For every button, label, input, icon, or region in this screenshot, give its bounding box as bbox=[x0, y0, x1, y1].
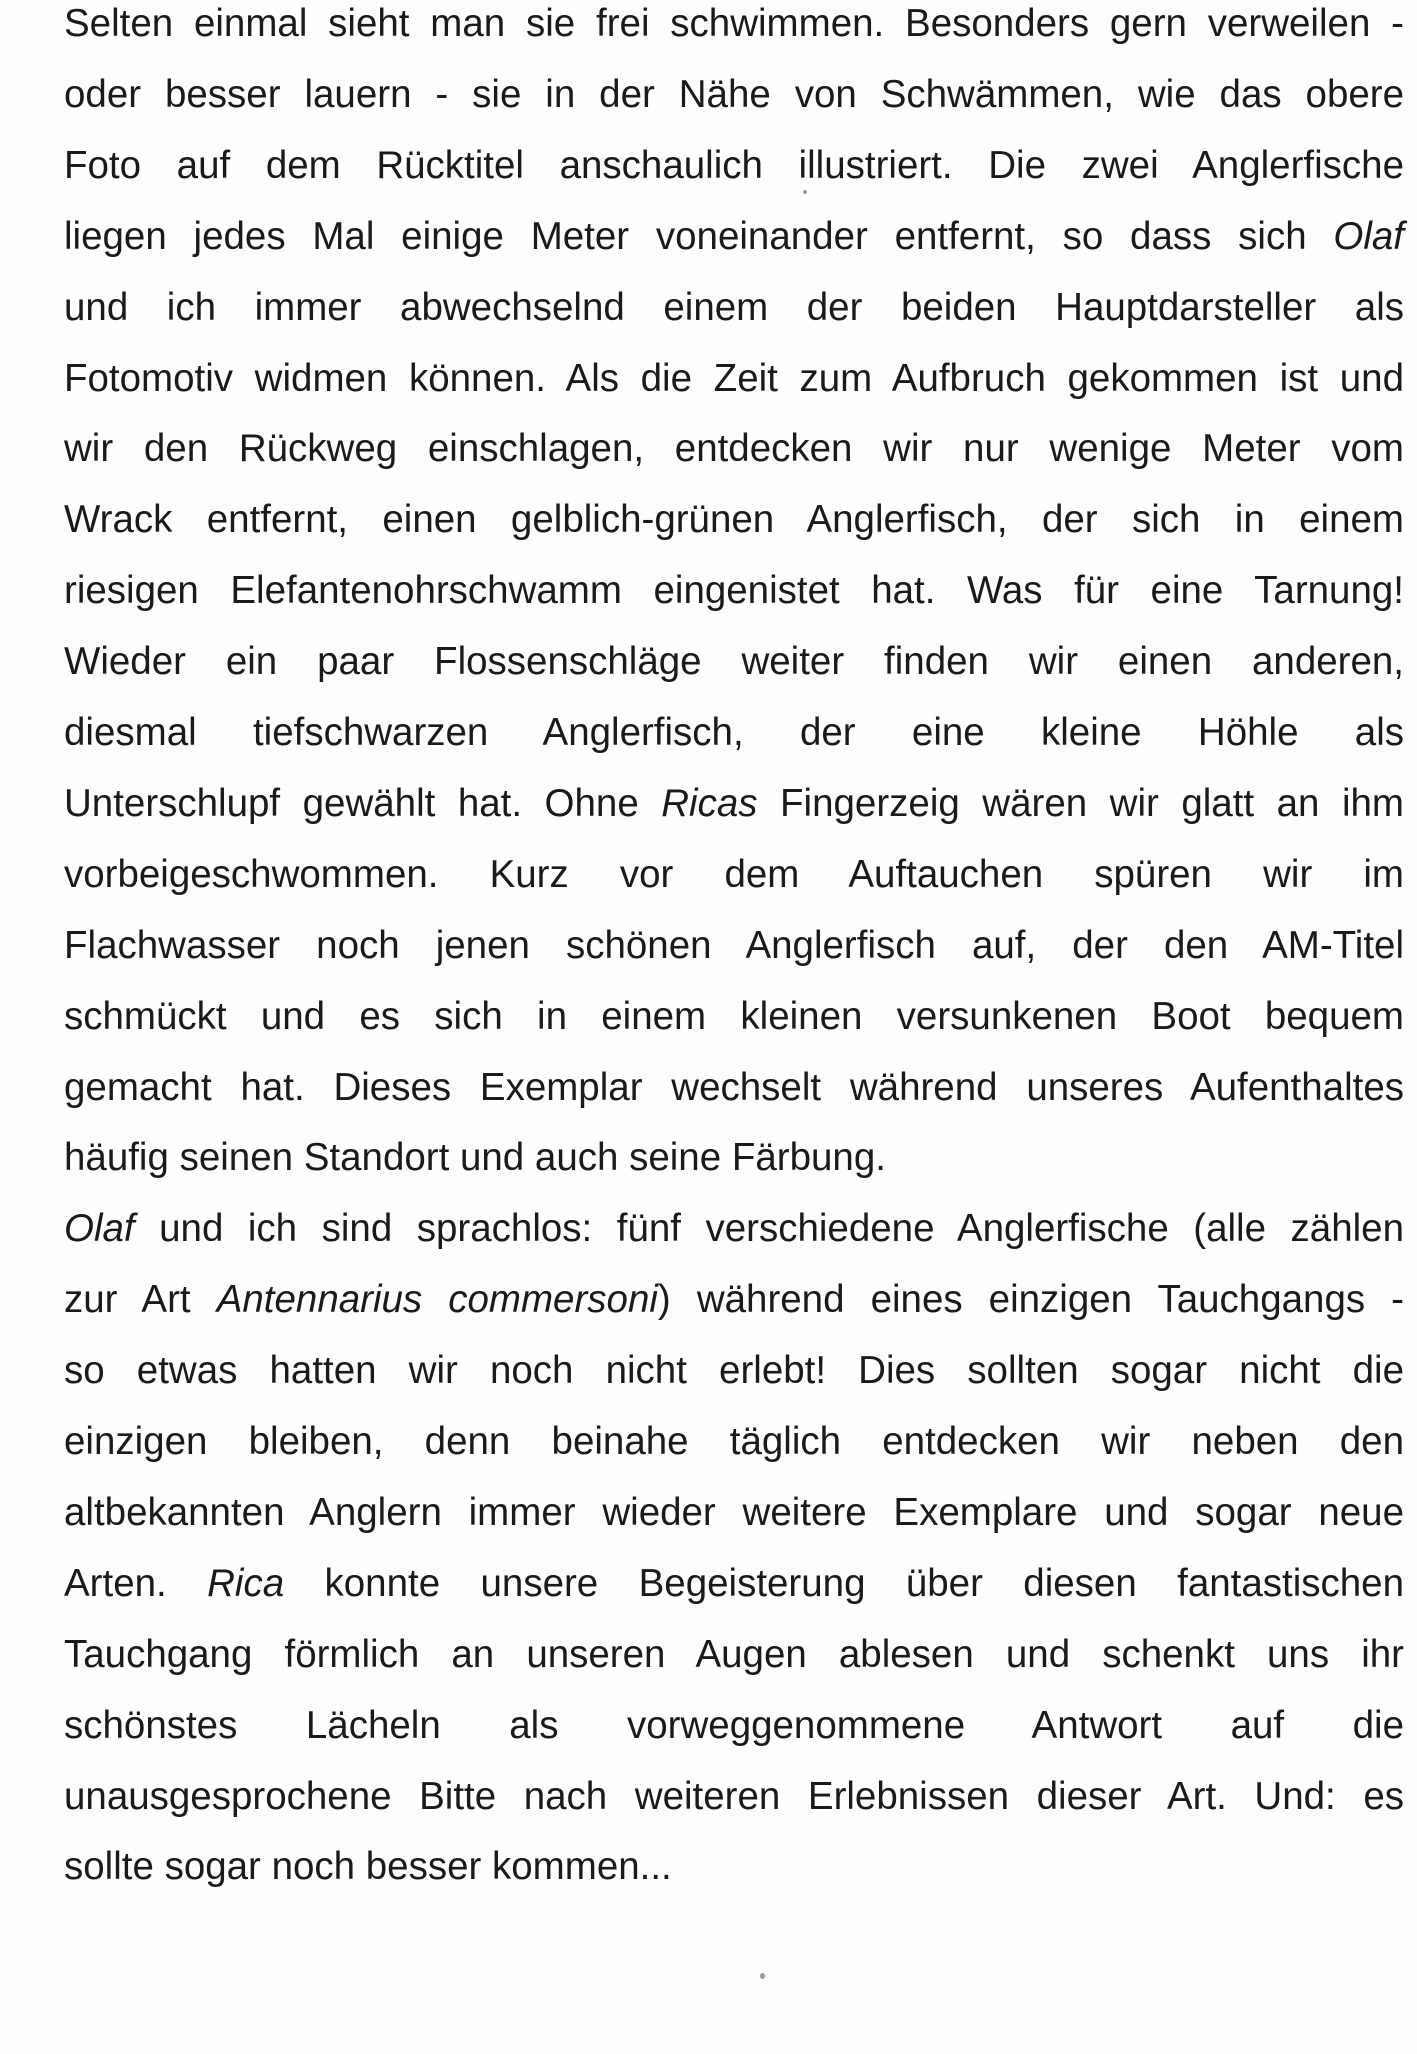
text-line bbox=[64, 852, 1404, 898]
line-text: diesmal tiefschwarzen Anglerfisch, der eine kleine Höhle als bbox=[64, 711, 1404, 754]
line-text: Tauchgang förmlich an unseren Augen ablesen und schenkt uns ihr bbox=[64, 1632, 1404, 1676]
line-text: ) während eines einzigen Tauchgangs - bbox=[657, 1278, 1404, 1322]
line-text: Fingerzeig wären wir glatt an ihm bbox=[757, 781, 1404, 825]
italic-name: Antennarius commersoni bbox=[216, 1278, 658, 1322]
text-line bbox=[64, 72, 1404, 118]
text-line bbox=[64, 1065, 1404, 1111]
line-text: oder besser lauern - sie in der Nähe von Schwämmen, wie das obere bbox=[64, 72, 1404, 116]
line-text: häufig seinen Standort und auch seine Färbung. bbox=[64, 1136, 886, 1180]
text-line bbox=[64, 214, 1404, 260]
line-text: Unterschlupf gewählt hat. Ohne bbox=[64, 781, 662, 825]
line-text: konnte unsere Begeisterung über diesen fantastischen bbox=[284, 1561, 1404, 1605]
line-text: wir den Rückweg einschlagen, entdecken wir nur wenige Meter vom bbox=[64, 427, 1404, 471]
text-line bbox=[64, 1135, 1404, 1181]
text-line bbox=[64, 356, 1404, 402]
italic-name: Olaf bbox=[1333, 214, 1404, 258]
text-line bbox=[64, 1277, 1404, 1323]
text-line bbox=[64, 639, 1404, 685]
text-line bbox=[64, 426, 1404, 472]
text-line bbox=[64, 285, 1404, 331]
text-line bbox=[64, 1348, 1404, 1394]
scan-speck bbox=[760, 1973, 765, 1979]
line-text: einzigen bleiben, denn beinahe täglich entdecken wir neben den bbox=[64, 1420, 1404, 1463]
text-line bbox=[64, 1561, 1404, 1607]
line-text: schönstes Lächeln als vorweggenommene Antwort auf die bbox=[64, 1703, 1404, 1747]
line-text: und ich immer abwechselnd einem der beiden Hauptdarsteller als bbox=[64, 285, 1404, 329]
line-text: gemacht hat. Dieses Exemplar wechselt während unseres Aufenthaltes bbox=[64, 1065, 1404, 1109]
text-line bbox=[64, 781, 1404, 827]
line-text: vorbeigeschwommen. Kurz vor dem Auftauchen spüren wir im bbox=[64, 852, 1404, 896]
italic-name: Ricas bbox=[661, 781, 758, 825]
italic-name: Rica bbox=[207, 1561, 285, 1605]
line-text: so etwas hatten wir noch nicht erlebt! Dies sollten sogar nicht die bbox=[64, 1349, 1404, 1393]
line-text: liegen jedes Mal einige Meter voneinander entfernt, so dass sich bbox=[64, 214, 1334, 258]
text-line bbox=[64, 1703, 1404, 1749]
scan-speck bbox=[803, 190, 807, 194]
line-text: Foto auf dem Rücktitel anschaulich illustriert. Die zwei Anglerfische bbox=[64, 143, 1404, 187]
line-text: schmückt und es sich in einem kleinen versunkenen Boot bequem bbox=[64, 994, 1404, 1038]
text-line bbox=[64, 1206, 1404, 1252]
line-text: riesigen Elefantenohrschwamm eingenistet hat. Was für eine Tarnung! bbox=[64, 569, 1404, 613]
text-line bbox=[64, 497, 1404, 543]
text-line bbox=[64, 923, 1404, 969]
line-text: Selten einmal sieht man sie frei schwimmen. Besonders gern verweilen - bbox=[64, 2, 1404, 45]
line-text: Wrack entfernt, einen gelblich-grünen Anglerfisch, der sich in einem bbox=[64, 498, 1404, 542]
text-line bbox=[64, 568, 1404, 614]
line-text: und ich sind sprachlos: fünf verschiedene Anglerfische (alle zählen bbox=[134, 1207, 1404, 1251]
text-line bbox=[64, 1632, 1404, 1678]
text-line bbox=[64, 1844, 1404, 1890]
line-text: altbekannten Anglern immer wieder weitere Exemplare und sogar neue bbox=[64, 1490, 1404, 1534]
line-text: sollte sogar noch besser kommen... bbox=[64, 1845, 672, 1889]
text-line bbox=[64, 1419, 1404, 1465]
line-text: unausgesprochene Bitte nach weiteren Erlebnissen dieser Art. Und: es bbox=[64, 1774, 1404, 1818]
text-line bbox=[64, 994, 1404, 1040]
line-text: Arten. bbox=[64, 1561, 208, 1605]
line-text: zur Art bbox=[64, 1278, 217, 1322]
italic-name: Olaf bbox=[64, 1207, 135, 1251]
line-text: Fotomotiv widmen können. Als die Zeit zum Aufbruch gekommen ist und bbox=[64, 356, 1404, 400]
line-text: Wieder ein paar Flossenschläge weiter finden wir einen anderen, bbox=[64, 640, 1404, 684]
text-line bbox=[64, 710, 1404, 756]
text-line bbox=[64, 143, 1404, 189]
text-line bbox=[64, 1, 1404, 47]
line-text: Flachwasser noch jenen schönen Anglerfisch auf, der den AM-Titel bbox=[64, 923, 1404, 967]
text-line bbox=[64, 1774, 1404, 1820]
text-line bbox=[64, 1490, 1404, 1536]
